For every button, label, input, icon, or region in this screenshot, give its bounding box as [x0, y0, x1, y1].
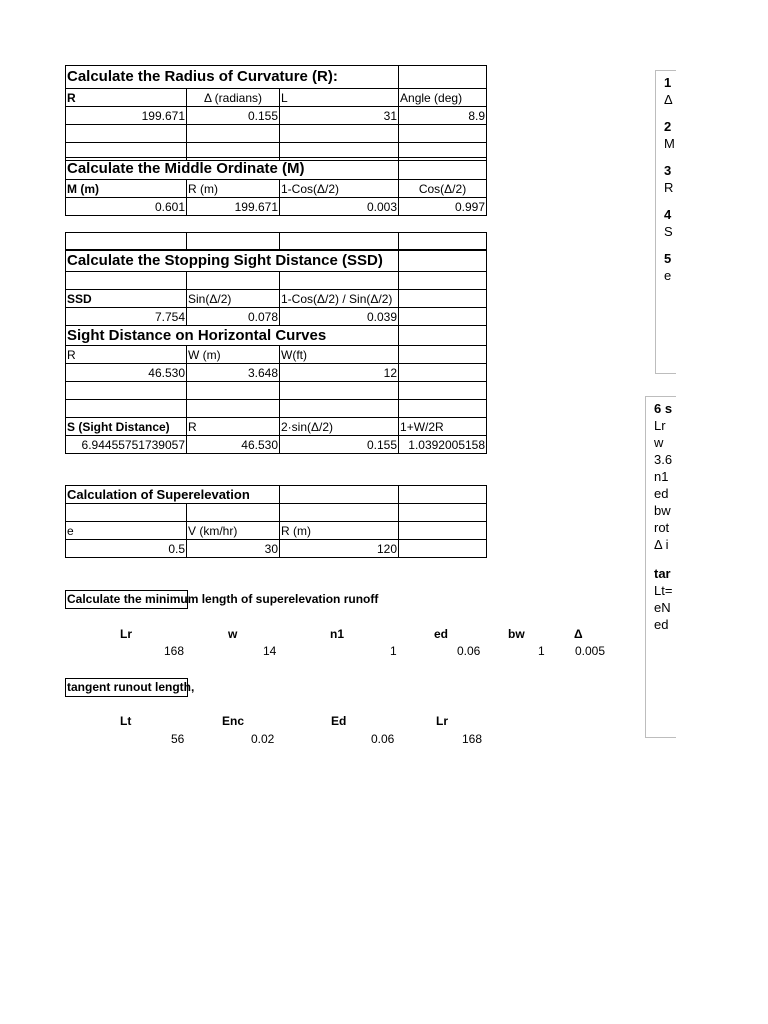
cell	[66, 400, 187, 418]
cell-value: 0.155	[187, 107, 280, 125]
sight-title: Sight Distance on Horizontal Curves	[66, 326, 399, 346]
col-header: R (m)	[280, 522, 399, 540]
note-line: e	[664, 268, 672, 283]
cell	[66, 125, 187, 143]
middle-title: Calculate the Middle Ordinate (M)	[66, 158, 399, 180]
cell	[66, 272, 187, 290]
radius-title: Calculate the Radius of Curvature (R):	[66, 66, 399, 89]
runoff-label-n1: n1	[330, 627, 345, 641]
superelevation-table	[65, 485, 487, 558]
cell	[187, 382, 280, 400]
tangent-label-lr: Lr	[436, 714, 448, 728]
cell	[187, 400, 280, 418]
cell-value: 8.9	[399, 107, 487, 125]
col-header: S (Sight Distance)	[66, 418, 187, 436]
runoff-title-text: Calculate the minimum length of superelevation runoff	[67, 592, 379, 606]
cell	[399, 158, 487, 180]
cell-value: 0.003	[280, 198, 399, 216]
tangent-value-lt: 56	[171, 732, 185, 746]
runoff-label-delta: Δ	[574, 627, 583, 641]
runoff-value-ed: 0.06	[457, 644, 481, 658]
note-line: bw	[654, 503, 671, 518]
notes-panel-2	[645, 396, 676, 738]
runoff-label-bw: bw	[508, 627, 525, 641]
cell	[66, 504, 187, 522]
note-line: eN	[654, 600, 671, 615]
cell	[280, 125, 399, 143]
cell	[399, 364, 487, 382]
note-line: R	[664, 180, 674, 195]
cell	[66, 382, 187, 400]
cell-value: 46.530	[66, 364, 187, 382]
note-line: ed	[654, 486, 669, 501]
col-header: Δ (radians)	[187, 89, 280, 107]
col-header: Angle (deg)	[399, 89, 487, 107]
note-line: 1	[664, 75, 672, 90]
cell-value: 6.94455751739057	[66, 436, 187, 454]
cell-value: 31	[280, 107, 399, 125]
col-header: 1-Cos(Δ/2) / Sin(Δ/2)	[280, 290, 399, 308]
cell	[399, 66, 487, 89]
note-line: w	[654, 435, 664, 450]
note-line: Δ i	[654, 537, 669, 552]
note-line: S	[664, 224, 673, 239]
note-line: 4	[664, 207, 672, 222]
note-line: Lt=	[654, 583, 673, 598]
cell	[399, 540, 487, 558]
runoff-value-delta: 0.005	[575, 644, 606, 658]
note-line: 3.6	[654, 452, 673, 467]
cell-value: 3.648	[187, 364, 280, 382]
cell	[399, 290, 487, 308]
note-line: Lr	[654, 418, 666, 433]
cell-value: 7.754	[66, 308, 187, 326]
note-line: 6 s	[654, 401, 673, 416]
cell	[280, 400, 399, 418]
note-line: ed	[654, 617, 669, 632]
super-title: Calculation of Superelevation	[66, 486, 280, 504]
col-header: SSD	[66, 290, 187, 308]
col-header: W(ft)	[280, 346, 399, 364]
tangent-label-ed: Ed	[331, 714, 347, 728]
tangent-value-ed: 0.06	[371, 732, 395, 746]
cell	[399, 272, 487, 290]
note-line	[664, 240, 676, 250]
col-header: Cos(Δ/2)	[399, 180, 487, 198]
cell-value: 30	[187, 540, 280, 558]
cell	[187, 233, 280, 251]
runoff-label-w: w	[228, 627, 238, 641]
runoff-label-lr: Lr	[120, 627, 132, 641]
cell-value: 0.039	[280, 308, 399, 326]
col-header: 1-Cos(Δ/2)	[280, 180, 399, 198]
col-header: 1+W/2R	[399, 418, 487, 436]
note-line: n1	[654, 469, 669, 484]
cell-value: 0.997	[399, 198, 487, 216]
note-line: tar	[654, 566, 671, 581]
col-header: R	[66, 89, 187, 107]
cell	[399, 326, 487, 346]
cell-value: 0.078	[187, 308, 280, 326]
runoff-title	[65, 590, 379, 609]
col-header: W (m)	[187, 346, 280, 364]
tangent-title	[65, 678, 195, 697]
cell-value: 120	[280, 540, 399, 558]
cell-value: 199.671	[66, 107, 187, 125]
col-header: V (km/hr)	[187, 522, 280, 540]
cell	[399, 486, 487, 504]
cell	[280, 382, 399, 400]
cell	[280, 486, 399, 504]
cell	[280, 504, 399, 522]
cell	[399, 382, 487, 400]
note-line	[654, 553, 676, 565]
note-line: 5	[664, 251, 672, 266]
tangent-label-lt: Lt	[120, 714, 132, 728]
cell	[399, 522, 487, 540]
note-line: rot	[654, 520, 670, 535]
cell-value: 0.5	[66, 540, 187, 558]
cell	[187, 125, 280, 143]
cell	[399, 346, 487, 364]
cell-value: 1.0392005158	[399, 436, 487, 454]
note-line	[664, 108, 676, 118]
note-line	[664, 196, 676, 206]
cell	[399, 250, 487, 272]
cell	[187, 504, 280, 522]
col-header: R	[187, 418, 280, 436]
cell	[399, 125, 487, 143]
cell	[399, 504, 487, 522]
runoff-label-ed: ed	[434, 627, 449, 641]
runoff-value-w: 14	[263, 644, 277, 658]
note-line	[664, 152, 676, 162]
col-header: Sin(Δ/2)	[187, 290, 280, 308]
ssd-title: Calculate the Stopping Sight Distance (SSD)	[66, 250, 399, 272]
runoff-value-bw: 1	[538, 644, 545, 658]
radius-table	[65, 65, 487, 161]
col-header: R (m)	[187, 180, 280, 198]
cell-value: 199.671	[187, 198, 280, 216]
cell-value: 0.601	[66, 198, 187, 216]
cell-value: 46.530	[187, 436, 280, 454]
cell-value: 12	[280, 364, 399, 382]
col-header: R	[66, 346, 187, 364]
cell	[66, 233, 187, 251]
note-line: M	[664, 136, 675, 151]
note-line: Δ	[664, 92, 673, 107]
ssd-table	[65, 249, 487, 454]
col-header: L	[280, 89, 399, 107]
col-header: M (m)	[66, 180, 187, 198]
notes-panel-1	[655, 70, 676, 374]
cell	[399, 233, 487, 251]
cell	[280, 272, 399, 290]
cell	[280, 233, 399, 251]
runoff-value-lr: 168	[164, 644, 185, 658]
col-header: 2·sin(Δ/2)	[280, 418, 399, 436]
tangent-value-enc: 0.02	[251, 732, 275, 746]
runoff-value-n1: 1	[390, 644, 397, 658]
note-line: 3	[664, 163, 672, 178]
cell	[399, 308, 487, 326]
tangent-title-text: tangent runout length,	[67, 680, 195, 694]
note-line: 2	[664, 119, 672, 134]
tangent-label-enc: Enc	[222, 714, 245, 728]
tangent-value-lr: 168	[462, 732, 483, 746]
cell-value: 0.155	[280, 436, 399, 454]
col-header: e	[66, 522, 187, 540]
cell	[399, 400, 487, 418]
cell	[187, 272, 280, 290]
middle-ordinate-table	[65, 157, 487, 216]
